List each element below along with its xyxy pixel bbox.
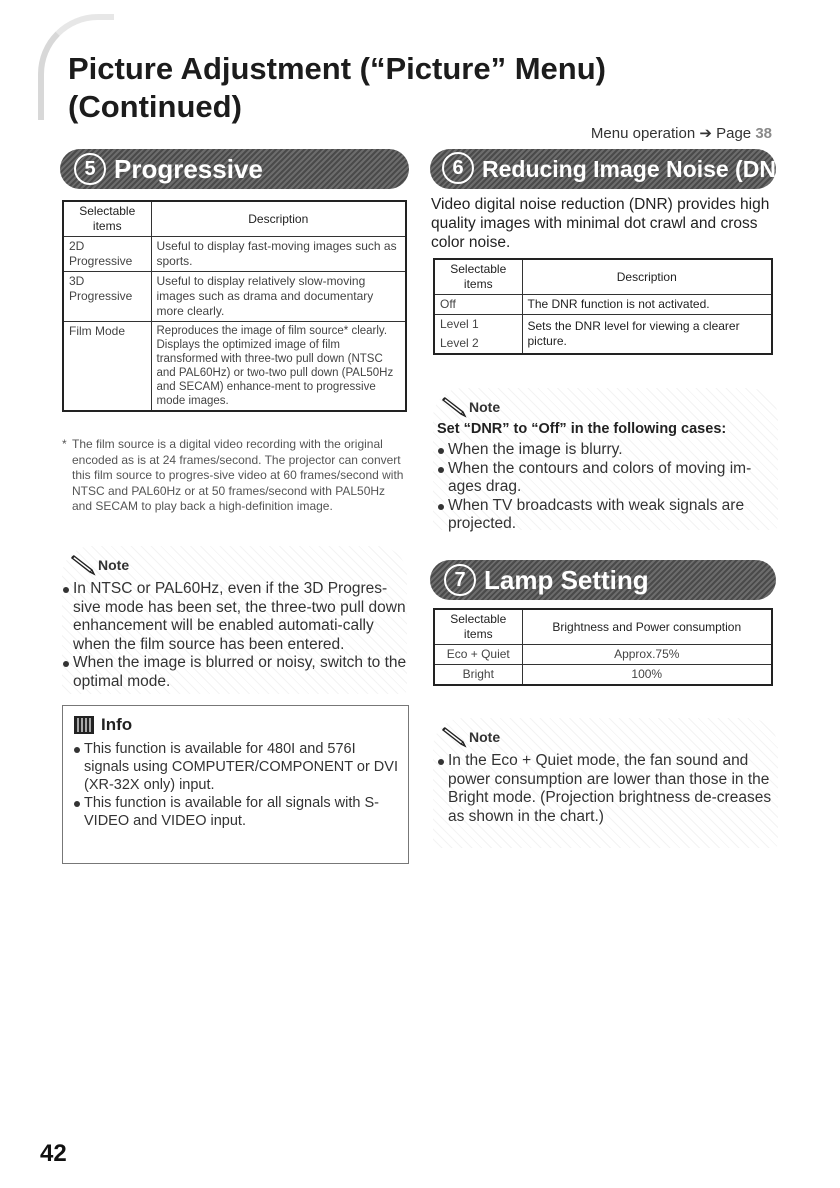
table-cell-description: Useful to display relatively slow-moving images such as drama and documentary more clearly. <box>151 272 406 322</box>
section-number-6: 6 <box>442 152 474 184</box>
page-number: 42 <box>40 1140 67 1167</box>
list-item: In the Eco + Quiet mode, the fan sound and power consumption are lower than those in the Bright mode. (Projection brightness de-creases as shown in the chart.) <box>437 752 778 826</box>
section-title-progressive: Progressive <box>114 154 263 184</box>
progressive-table <box>62 200 407 412</box>
info-book-icon <box>73 715 95 735</box>
table-header-items: Selectable items <box>63 201 151 237</box>
table-row <box>63 322 406 412</box>
pencil-icon <box>441 726 467 748</box>
note-header <box>441 724 778 750</box>
dnr-table <box>433 258 773 355</box>
table-cell-item: Bright <box>434 665 522 686</box>
table-cell-item: Eco + Quiet <box>434 645 522 665</box>
section-header-dnr <box>430 149 801 189</box>
list-item: When the image is blurred or noisy, switch to the optimal mode. <box>62 654 407 691</box>
table-cell-description: Sets the DNR level for viewing a clearer picture. <box>522 315 772 355</box>
info-list <box>73 740 398 830</box>
table-cell-item: Off <box>434 295 522 315</box>
table-row <box>434 295 772 315</box>
note-header <box>441 394 778 420</box>
note-subtitle: Set “DNR” to “Off” in the following cases: <box>437 421 727 437</box>
table-header-description: Brightness and Power consumption <box>522 609 772 645</box>
table-cell-item: 3D Progressive <box>63 272 151 322</box>
table-row <box>434 665 772 686</box>
table-cell-description: Reproduces the image of film source* clearly. Displays the optimized image of film transformed with three-two pull down (NTSC and PAL60Hz) or two-two pull down (PAL50Hz and SECAM) enhance-ment to progressive mode images. <box>151 322 406 412</box>
note-list <box>62 580 407 691</box>
table-header-description: Description <box>522 259 772 295</box>
table-header-row <box>434 259 772 295</box>
page-title-line1: Picture Adjustment (“Picture” Menu) <box>68 51 606 86</box>
info-label: Info <box>101 715 133 734</box>
pencil-icon <box>70 554 96 576</box>
list-item: In NTSC or PAL60Hz, even if the 3D Progres-sive mode has been set, the three-two pull down enhancement will be enabled automati-cally when the film source has been entered. <box>62 580 407 654</box>
table-row <box>63 237 406 272</box>
dnr-note <box>433 388 778 530</box>
arrow-right-icon: ➔ <box>699 125 712 142</box>
table-row <box>63 272 406 322</box>
table-row <box>434 645 772 665</box>
note-list <box>437 752 778 826</box>
section-title-lamp: Lamp Setting <box>484 565 649 595</box>
table-cell-item: 2D Progressive <box>63 237 151 272</box>
table-cell-description: The DNR function is not activated. <box>522 295 772 315</box>
table-cell-item: Level 1 <box>434 315 522 335</box>
page-word: Page <box>716 125 752 142</box>
progressive-note <box>62 546 407 694</box>
footnote <box>62 437 407 515</box>
note-list <box>437 441 778 534</box>
table-cell-item: Film Mode <box>63 322 151 412</box>
list-item: This function is available for all signals with S-VIDEO and VIDEO input. <box>73 794 398 830</box>
menu-operation-page-number: 38 <box>755 125 772 142</box>
list-item: When the image is blurry. <box>437 441 778 460</box>
page-title-line2: (Continued) <box>68 89 242 124</box>
section-header-lamp <box>430 560 776 600</box>
section-number-7: 7 <box>444 564 476 596</box>
note-label: Note <box>469 399 501 415</box>
section-number-5: 5 <box>74 153 106 185</box>
info-header <box>73 714 398 736</box>
table-header-row <box>434 609 772 645</box>
table-cell-item: Level 2 <box>434 334 522 354</box>
menu-operation-label: Menu operation <box>590 125 696 142</box>
table-cell-description: Approx.75% <box>522 645 772 665</box>
note-header <box>70 552 407 578</box>
note-label: Note <box>98 557 130 573</box>
table-header-description: Description <box>151 201 406 237</box>
table-cell-description: 100% <box>522 665 772 686</box>
table-cell-description: Useful to display fast-moving images such as sports. <box>151 237 406 272</box>
footnote-text: The film source is a digital video recording with the original encoded as is at 24 frames/second. The projector can convert this film source to progres-sive video at 60 frames/second with NTSC and PAL60Hz or at 50 frames/second with PAL50Hz and SECAM to play back a high-definition image. <box>72 437 404 513</box>
page-title <box>68 50 708 126</box>
section-header-progressive <box>60 149 409 189</box>
table-row <box>434 315 772 335</box>
menu-operation-reference <box>591 124 772 142</box>
info-box <box>62 705 409 864</box>
list-item: When the contours and colors of moving im-ages drag. <box>437 460 778 497</box>
pencil-icon <box>441 396 467 418</box>
note-label: Note <box>469 729 501 745</box>
list-item: This function is available for 480I and 576I signals using COMPUTER/COMPONENT or DVI (XR-32X only) input. <box>73 740 398 794</box>
lamp-table <box>433 608 773 686</box>
table-header-items: Selectable items <box>434 259 522 295</box>
section-title-dnr: Reducing Image Noise (DNR) <box>482 156 801 182</box>
lamp-note <box>433 718 778 848</box>
table-header-items: Selectable items <box>434 609 522 645</box>
dnr-intro: Video digital noise reduction (DNR) provides high quality images with minimal dot crawl and cross color noise. <box>431 196 770 251</box>
table-header-row <box>63 201 406 237</box>
footnote-mark: * <box>62 437 67 451</box>
list-item: When TV broadcasts with weak signals are projected. <box>437 497 778 534</box>
